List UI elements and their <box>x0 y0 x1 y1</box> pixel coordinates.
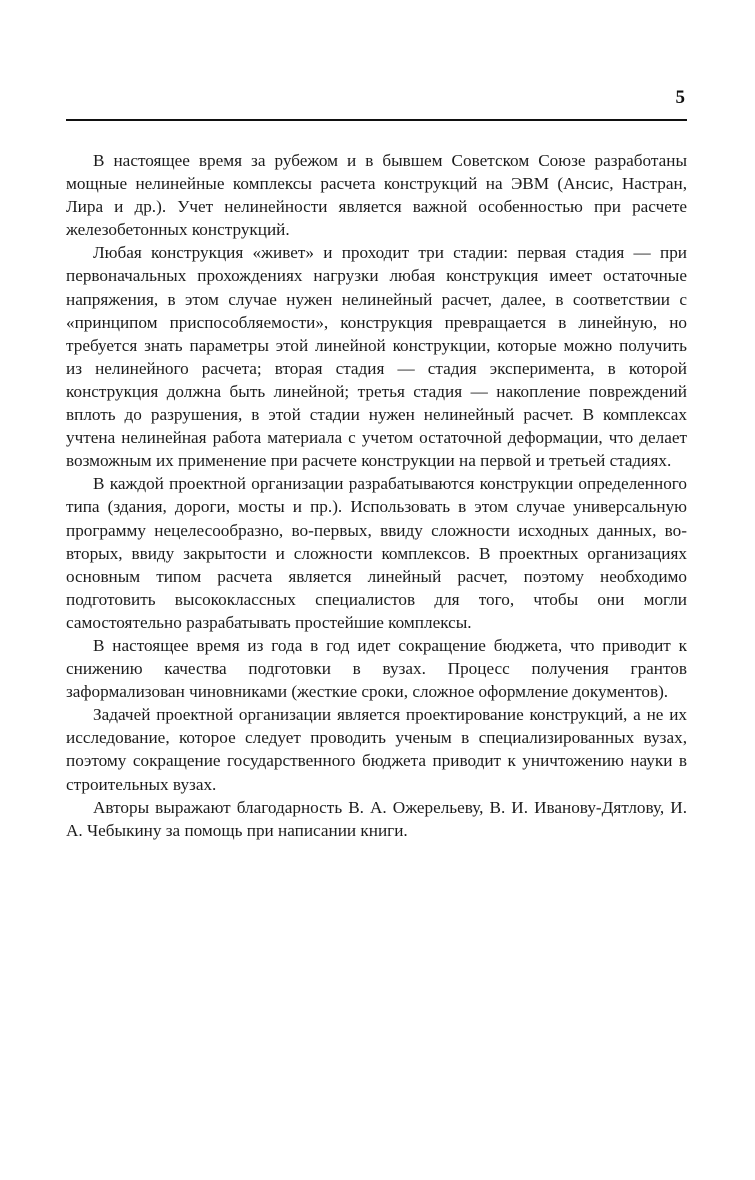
paragraph-design-task: Задачей проектной организации является проектирование конструкций, а не их исследование, которое следует проводить ученым в специализированных вузах, поэтому сокращение государственного бюджета приводит к уничтожению науки в строительных вузах. <box>66 705 687 794</box>
page-number: 5 <box>675 87 685 108</box>
paragraph-three-stages: Любая конструкция «живет» и проходит три стадии: первая стадия — при первоначальных прохождениях нагрузки любая конструкция имеет остаточные напряжения, в этом случае нужен нелинейный расчет, далее, в соответствии с «принципом приспособляемости», конструкция превращается в линейную, но требуется знать параметры этой линейной конструкции, которые можно получить из нелинейного расчета; вторая стадия — стадия эксперимента, в которой конструкция должна быть линейной; третья стадия — накопление повреждений вплоть до разрушения, в этой стадии нужен нелинейный расчет. В комплексах учтена нелинейная работа материала с учетом остаточной деформации, что делает возможным их применение при расчете конструкции на первой и третьей стадиях. <box>66 243 687 471</box>
paragraph-design-organizations: В каждой проектной организации разрабатываются конструкции определенного типа (здания, дороги, мосты и пр.). Использовать в этом случае универсальную программу нецелесообразно, во-первых, ввиду сложности исходных данных, во-вторых, ввиду закрытости и сложности комплексов. В проектных организациях основным типом расчета является линейный расчет, поэтому необходимо подготовить высококлассных специалистов для того, чтобы они могли самостоятельно разрабатывать простейшие комплексы. <box>66 474 687 632</box>
header-rule <box>66 119 687 121</box>
paragraph-foreign-complexes: В настоящее время за рубежом и в бывшем Советском Союзе разработаны мощные нелинейные комплексы расчета конструкций на ЭВМ (Ансис, Настран, Лира и др.). Учет нелинейности является важной особенностью при расчете железобетонных конструкций. <box>66 151 687 240</box>
body-text <box>66 149 687 842</box>
paragraph-budget-reduction: В настоящее время из года в год идет сокращение бюджета, что приводит к снижению качества подготовки в вузах. Процесс получения грантов заформализован чиновниками (жесткие сроки, сложное оформление документов). <box>66 635 687 702</box>
paragraph-acknowledgements: Авторы выражают благодарность В. А. Ожерельеву, В. И. Иванову-Дятлову, И. А. Чебыкину за помощь при написании книги. <box>66 797 687 840</box>
